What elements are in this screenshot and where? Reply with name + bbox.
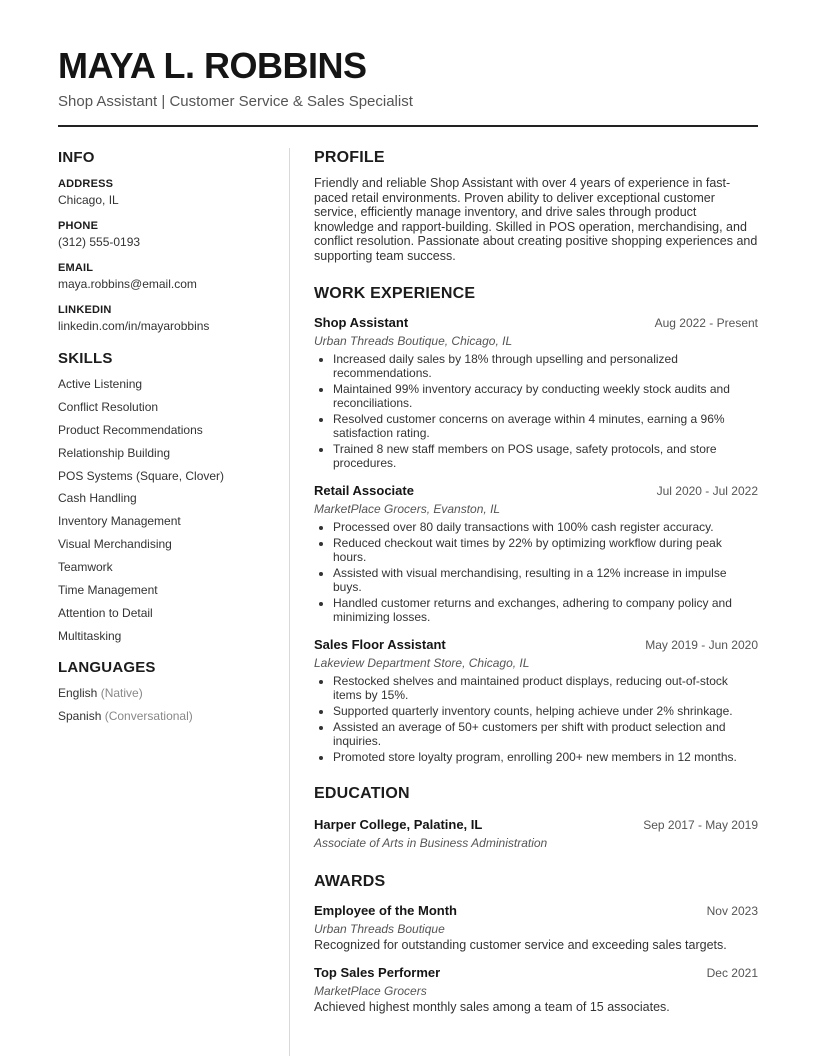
job-company: MarketPlace Grocers, Evanston, IL: [314, 501, 501, 516]
job-bullet: • Trained 8 new staff members on POS usage, safety protocols, and store procedures.: [333, 442, 758, 470]
skill-item: Inventory Management: [58, 514, 181, 529]
skill-item: Product Recommendations: [58, 422, 203, 437]
profile-summary: Friendly and reliable Shop Assistant with over 4 years of experience in fast-paced retail environments. Proven ability to deliver exceptional customer service, efficiently manage inventory, and drive sales through product knowledge and rapport-building. Skilled in POS operation, merchandising, and conflict resolution. Passionate about creating positive shopping experiences and supporting team success.: [314, 176, 758, 263]
job-bullets: [314, 520, 758, 624]
info-label: PHONE: [58, 220, 99, 232]
job-date: Aug 2022 - Present: [654, 315, 758, 330]
job-bullet: • Assisted an average of 50+ customers per shift with product selection and inquiries.: [333, 720, 758, 748]
language-level: (Native): [100, 685, 143, 700]
job-header: [314, 482, 758, 500]
info-heading: INFO: [58, 149, 95, 166]
job-company: Urban Threads Boutique, Chicago, IL: [314, 333, 513, 348]
job-bullet: • Maintained 99% inventory accuracy by conducting weekly stock audits and reconciliations.: [333, 382, 758, 410]
award-org: MarketPlace Grocers: [314, 984, 427, 999]
skill-item: Teamwork: [58, 560, 113, 575]
skill-item: Cash Handling: [58, 491, 137, 506]
job-bullet: • Resolved customer concerns on average within 4 minutes, earning a 96% satisfaction rating.: [333, 412, 758, 440]
award-description: Recognized for outstanding customer service and exceeding sales targets.: [314, 937, 727, 952]
job-entry: [314, 482, 758, 624]
award-header: [314, 964, 758, 982]
info-label: LINKEDIN: [58, 304, 112, 316]
skill-item: Multitasking: [58, 628, 122, 643]
job-bullet: • Processed over 80 daily transactions with 100% cash register accuracy.: [333, 520, 758, 534]
info-address: [58, 177, 273, 209]
job-title: Sales Floor Assistant: [314, 636, 446, 652]
job-bullet: • Handled customer returns and exchanges, adhering to company policy and minimizing losses.: [333, 596, 758, 624]
job-bullet: • Increased daily sales by 18% through upselling and personalized recommendations.: [333, 352, 758, 380]
skill-item: Active Listening: [58, 377, 143, 391]
job-bullet: • Reduced checkout wait times by 22% by optimizing workflow during peak hours.: [333, 536, 758, 564]
job-header: [314, 636, 758, 654]
job-entry: [314, 314, 758, 470]
languages-list: [58, 686, 273, 724]
job-bullets: [314, 352, 758, 470]
award-date: Dec 2021: [706, 966, 758, 981]
info-section: [58, 177, 273, 335]
job-header: [314, 314, 758, 332]
right-column: [314, 148, 758, 1015]
languages-heading: LANGUAGES: [58, 658, 156, 676]
job-date: May 2019 - Jun 2020: [645, 637, 758, 652]
info-linkedin: [58, 303, 273, 335]
address-value: Chicago, IL: [58, 193, 119, 207]
email-link[interactable]: maya.robbins@email.com: [58, 277, 197, 291]
award-entry: [314, 964, 758, 1015]
award-header: [314, 902, 758, 920]
job-title: Shop Assistant: [314, 314, 409, 330]
language-name: English: [58, 685, 98, 700]
language-name: Spanish: [58, 708, 102, 723]
award-date: Nov 2023: [706, 903, 758, 918]
resume-page: [58, 0, 758, 1056]
skill-item: Conflict Resolution: [58, 399, 159, 414]
candidate-name: MAYA L. ROBBINS: [58, 45, 367, 86]
skills-heading: SKILLS: [58, 350, 113, 367]
job-bullet: • Promoted store loyalty program, enrolling 200+ new members in 12 months.: [333, 750, 758, 764]
award-title: Top Sales Performer: [314, 965, 441, 981]
profile-heading: PROFILE: [314, 149, 385, 166]
candidate-title: Shop Assistant | Customer Service & Sales Specialist: [58, 93, 413, 110]
job-title: Retail Associate: [314, 482, 414, 498]
info-label: EMAIL: [58, 262, 94, 274]
left-column: [58, 148, 273, 732]
education-heading: EDUCATION: [314, 784, 410, 802]
awards-section: [314, 872, 758, 1015]
skill-item: Relationship Building: [58, 445, 171, 460]
job-bullet: • Assisted with visual merchandising, resulting in a 12% increase in impulse buys.: [333, 566, 758, 594]
info-phone: [58, 219, 273, 251]
experience-section: [314, 284, 758, 764]
education-header: [314, 816, 758, 834]
job-bullet: • Restocked shelves and maintained product displays, reducing out-of-stock items by 15%.: [333, 674, 758, 702]
experience-heading: WORK EXPERIENCE: [314, 284, 476, 302]
language-level: (Conversational): [104, 708, 193, 723]
skill-item: Time Management: [58, 583, 158, 598]
education-section: [314, 784, 758, 852]
info-email: [58, 261, 273, 293]
profile-section: [314, 148, 758, 264]
award-title: Employee of the Month: [314, 902, 457, 918]
job-company: Lakeview Department Store, Chicago, IL: [314, 655, 530, 670]
awards-heading: AWARDS: [314, 872, 386, 890]
job-entry: [314, 636, 758, 764]
header-divider: [58, 125, 758, 127]
skill-item: POS Systems (Square, Clover): [58, 468, 225, 483]
job-bullet: • Supported quarterly inventory counts, helping achieve under 2% shrinkage.: [333, 704, 758, 718]
linkedin-link[interactable]: linkedin.com/in/mayarobbins: [58, 319, 210, 333]
award-description: Achieved highest monthly sales among a team of 15 associates.: [314, 1000, 670, 1015]
info-label: ADDRESS: [58, 178, 114, 190]
job-bullets: [314, 674, 758, 764]
job-date: Jul 2020 - Jul 2022: [656, 483, 758, 498]
education-date: Sep 2017 - May 2019: [643, 817, 758, 832]
language-item: [58, 686, 273, 701]
award-entry: [314, 902, 758, 953]
education-entry: [314, 816, 758, 852]
skills-list: [58, 377, 273, 644]
school-name: Harper College, Palatine, IL: [314, 816, 483, 832]
award-org: Urban Threads Boutique: [314, 921, 445, 936]
skill-item: Visual Merchandising: [58, 537, 172, 552]
degree: Associate of Arts in Business Administration: [314, 835, 548, 850]
column-divider: [289, 148, 290, 1056]
language-item: [58, 709, 273, 724]
skill-item: Attention to Detail: [58, 605, 153, 620]
phone-value[interactable]: (312) 555-0193: [58, 235, 141, 249]
